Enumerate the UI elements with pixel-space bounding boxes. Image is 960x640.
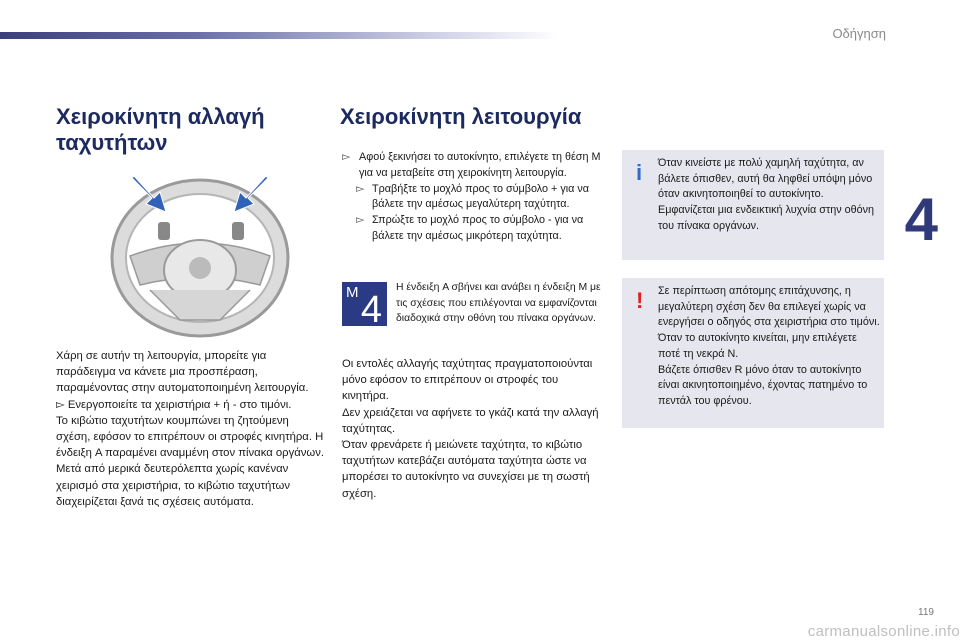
paddle-minus-icon: [158, 222, 170, 240]
manual-steps: [342, 150, 602, 245]
left-body-text: Χάρη σε αυτήν τη λειτουργία, μπορείτε για παράδειγμα να κάνετε μια προσπέραση, παραμένοντας στην αυτοματοποιημένη λειτουργία. ▻ Ενεργοποιείτε τα χειριστήρια + ή - στο τιμόνι. Το κιβώτιο ταχυτήτων κουμπώνει τη ζητούμενη σχέση, εφόσον το επιτρέπουν οι στροφές κινητήρα. Η ένδειξη A παραμένει αναμμένη στον πίνακα οργάνων. Μετά από μερικά δευτερόλεπτα χωρίς κανέναν χειρισμό στα χειριστήρια, το κιβώτιο ταχυτήτων διαχειρίζεται ξανά τις σχέσεις αυτόματα.: [56, 350, 325, 508]
bullet-arrow-icon: ▻: [356, 182, 365, 195]
section-label: Οδήγηση: [832, 26, 886, 41]
steering-wheel-illustration: [90, 160, 310, 340]
paddle-plus-icon: [232, 222, 244, 240]
warning-text: Σε περίπτωση απότομης επιτάχυνσης, η μεγαλύτερη σχέση δεν θα επιλεγεί χωρίς να ενεργήσει ο οδηγός στα χειριστήρια στο τιμόνι. Όταν το αυτοκίνητο κινείται, μην επιλέγετε ποτέ τη νεκρά N. Βάζετε όπισθεν R μόνο όταν το αυτοκίνητο είναι ακινητοποιημένο, έχοντας πατημένο το πεντάλ του φρένου.: [658, 285, 880, 407]
right-title: Χειροκίνητη λειτουργία: [340, 104, 582, 129]
bullet-arrow-icon: ▻: [342, 151, 351, 163]
warning-icon: !: [636, 288, 644, 313]
step-item: ▻ Αφού ξεκινήσει το αυτοκίνητο, επιλέγετε τη θέση M για να μεταβείτε στη χειροκίνητη λειτουργία.: [342, 151, 601, 179]
info-text: Όταν κινείστε με πολύ χαμηλή ταχύτητα, αν βάλετε όπισθεν, αυτή θα ληφθεί υπόψη μόνο όταν ακινητοποιηθεί το αυτοκίνητο. Εμφανίζεται μια ενδεικτική λυχνία στην οθόνη του πίνακα οργάνων.: [658, 157, 875, 232]
left-body: [56, 348, 326, 510]
watermark: carmanualsonline.info: [807, 623, 960, 640]
right-body: Οι εντολές αλλαγής ταχύτητας πραγματοποιούνται μόνο εφόσον το επιτρέπουν οι στροφές του κινητήρα. Δεν χρειάζεται να αφήνετε το γκάζι κατά την αλλαγή ταχύτητας. Όταν φρενάρετε ή μειώνετε ταχύτητα, το κιβώτιο ταχυτήτων κατεβάζει αυτόματα ταχύτητα ώστε να μπορέσει το αυτοκίνητο να συνεχίσει με τη σωστή σχέση.: [342, 358, 599, 500]
chapter-number: 4: [904, 186, 938, 253]
bullet-arrow-icon: ▻: [356, 214, 365, 227]
step-item: ▻ Τραβήξτε το μοχλό προς το σύμβολο + για να βάλετε την αμέσως μεγαλύτερη ταχύτητα.: [356, 182, 590, 211]
step-item: ▻ Σπρώξτε το μοχλό προς το σύμβολο - για να βάλετε την αμέσως μικρότερη ταχύτητα.: [356, 214, 584, 242]
warning-box: [622, 278, 884, 428]
display-description: Η ένδειξη A σβήνει και ανάβει η ένδειξη M με τις σχέσεις που επιλέγονται να εμφανίζονται διαδοχικά στην οθόνη του πίνακα οργάνων.: [396, 282, 601, 325]
gear-display-icon: M 4: [342, 282, 387, 326]
left-title: Χειροκίνητη αλλαγή ταχυτήτων: [56, 104, 265, 155]
page-number: 119: [918, 607, 934, 618]
info-box: [622, 150, 884, 260]
info-icon: i: [636, 160, 643, 185]
header-bar: [0, 32, 560, 39]
